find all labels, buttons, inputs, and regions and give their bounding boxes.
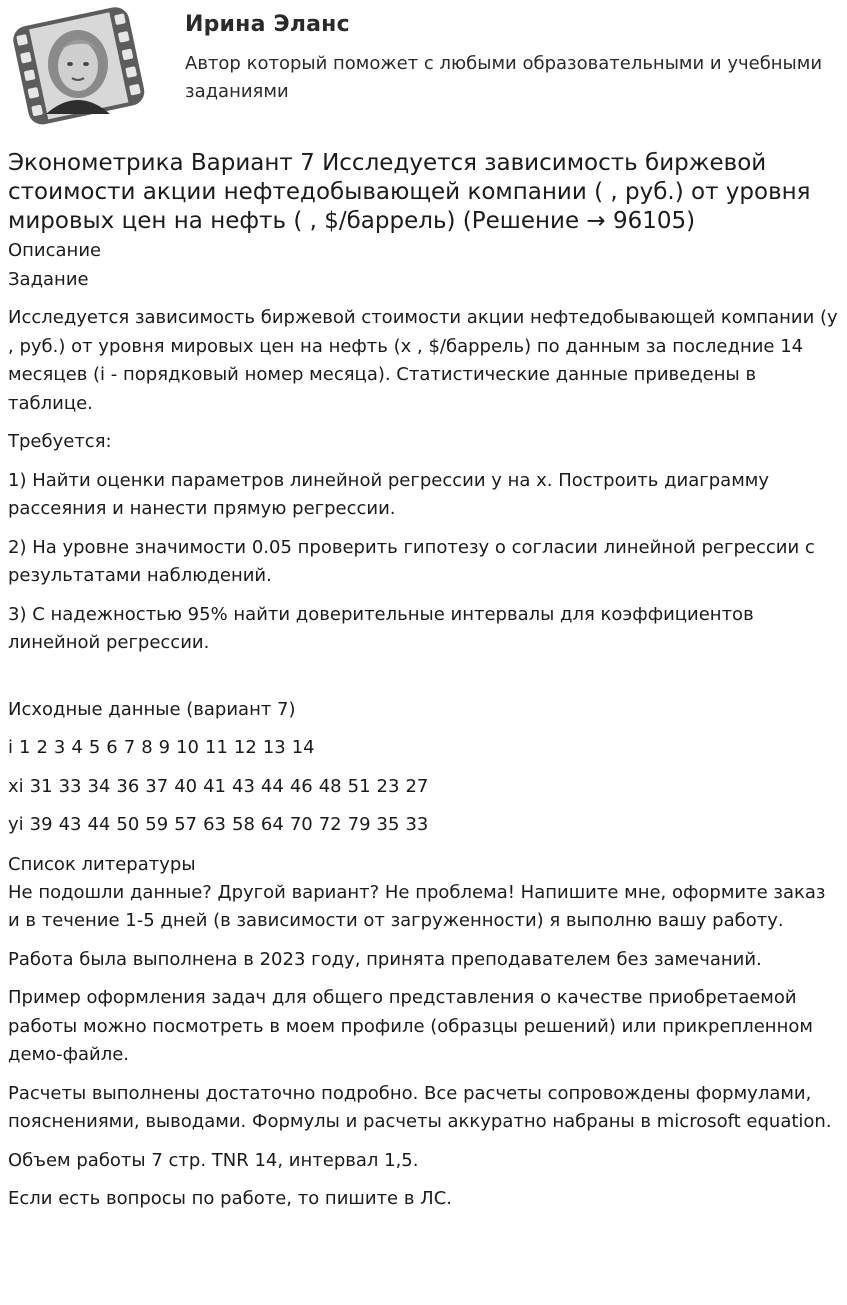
cell: 48 — [318, 775, 342, 797]
page-title: Эконометрика Вариант 7 Исследуется зависимость биржевой стоимости акции нефтедобывающей компании ( , руб.) от уровня мировых цен на нефть ( , $/баррель) (Решение → 96105) — [8, 150, 811, 234]
data-row-yi — [8, 811, 838, 840]
cell: 72 — [318, 814, 342, 835]
row-label: xi — [8, 775, 24, 797]
cell: 31 — [29, 775, 53, 797]
cell: 70 — [289, 814, 313, 835]
author-tagline: Автор который поможет с любыми образовательными и учебными заданиями — [185, 53, 823, 102]
cell: 64 — [260, 814, 284, 835]
footer-paragraph: Объем работы 7 стр. TNR 14, интервал 1,5. — [8, 1149, 419, 1171]
task-item-2: 2) На уровне значимости 0.05 проверить гипотезу о согласии линейной регрессии с результатами наблюдений. — [8, 536, 815, 586]
cell: 6 — [106, 737, 118, 758]
required-label: Требуется: — [8, 431, 112, 452]
cell: 27 — [405, 775, 429, 797]
cell: 33 — [405, 814, 429, 835]
cell: 57 — [174, 814, 198, 835]
cell: 36 — [116, 775, 140, 797]
data-row-xi — [8, 773, 838, 802]
cell: 44 — [260, 775, 284, 797]
cell: 63 — [203, 814, 226, 835]
avatar[interactable] — [6, 6, 151, 128]
author-card — [0, 0, 847, 140]
cell: 2 — [36, 737, 48, 758]
cell: 41 — [203, 775, 226, 797]
cell: 8 — [141, 737, 153, 758]
cell: 44 — [87, 814, 111, 835]
footer-paragraph: Не подошли данные? Другой вариант? Не проблема! Напишите мне, оформите заказ и в течение 1-5 дней (в зависимости от загруженности) я выполню вашу работу. — [8, 881, 826, 931]
footer-paragraph: Если есть вопросы по работе, то пишите в ЛС. — [8, 1188, 453, 1209]
cell: 12 — [233, 737, 257, 758]
article — [8, 149, 838, 1224]
cell: 50 — [116, 814, 140, 835]
spacer — [8, 668, 838, 696]
description-heading: Описание — [8, 240, 102, 261]
cell: 14 — [291, 737, 315, 758]
task-item-3: 3) С надежностью 95% найти доверительные интервалы для коэффициентов линейной регрессии. — [8, 603, 754, 653]
cell: 79 — [347, 814, 371, 835]
cell: 5 — [88, 737, 101, 758]
data-heading: Исходные данные (вариант 7) — [8, 698, 296, 720]
footer-paragraph: Пример оформления задач для общего представления о качестве приобретаемой работы можно посмотреть в моем профиле (образцы решений) или прикрепленном демо-файле. — [8, 987, 813, 1065]
task-intro: Исследуется зависимость биржевой стоимости акции нефтедобывающей компании (y , руб.) от уровня мировых цен на нефть (x , $/баррель) по данным за последние 14 месяцев (i - порядковый номер месяца). Статистические данные приведены в таблице. — [8, 307, 838, 414]
cell: 13 — [262, 737, 286, 758]
cell: 43 — [232, 775, 255, 797]
cell: 1 — [19, 737, 31, 758]
row-label: yi — [8, 814, 24, 835]
references-heading: Список литературы — [8, 853, 196, 875]
data-row-i — [8, 734, 838, 763]
film-frame-portrait-icon — [6, 6, 151, 128]
task-heading: Задание — [8, 269, 89, 290]
cell: 39 — [29, 814, 53, 835]
task-item-1: 1) Найти оценки параметров линейной регрессии y на x. Построить диаграмму рассеяния и нанести прямую регрессии. — [8, 469, 770, 519]
author-name[interactable]: Ирина Эланс — [185, 12, 350, 37]
cell: 51 — [347, 775, 371, 797]
cell: 9 — [158, 737, 171, 758]
cell: 37 — [145, 775, 169, 797]
cell: 10 — [176, 737, 199, 758]
cell: 43 — [58, 814, 82, 835]
cell: 33 — [58, 775, 82, 797]
cell: 34 — [87, 775, 111, 797]
cell: 40 — [174, 775, 198, 797]
footer-paragraph: Работа была выполнена в 2023 году, принята преподавателем без замечаний. — [8, 948, 762, 970]
cell: 58 — [232, 814, 255, 835]
cell: 46 — [289, 775, 313, 797]
row-label: i — [8, 737, 14, 758]
cell: 4 — [71, 737, 83, 758]
cell: 23 — [376, 775, 400, 797]
cell: 7 — [123, 737, 136, 758]
cell: 11 — [205, 737, 228, 758]
cell: 59 — [145, 814, 169, 835]
cell: 35 — [376, 814, 400, 835]
cell: 3 — [53, 737, 66, 758]
footer-paragraph: Расчеты выполнены достаточно подробно. Все расчеты сопровождены формулами, пояснениями, выводами. Формулы и расчеты аккуратно набраны в microsoft equation. — [8, 1082, 832, 1132]
